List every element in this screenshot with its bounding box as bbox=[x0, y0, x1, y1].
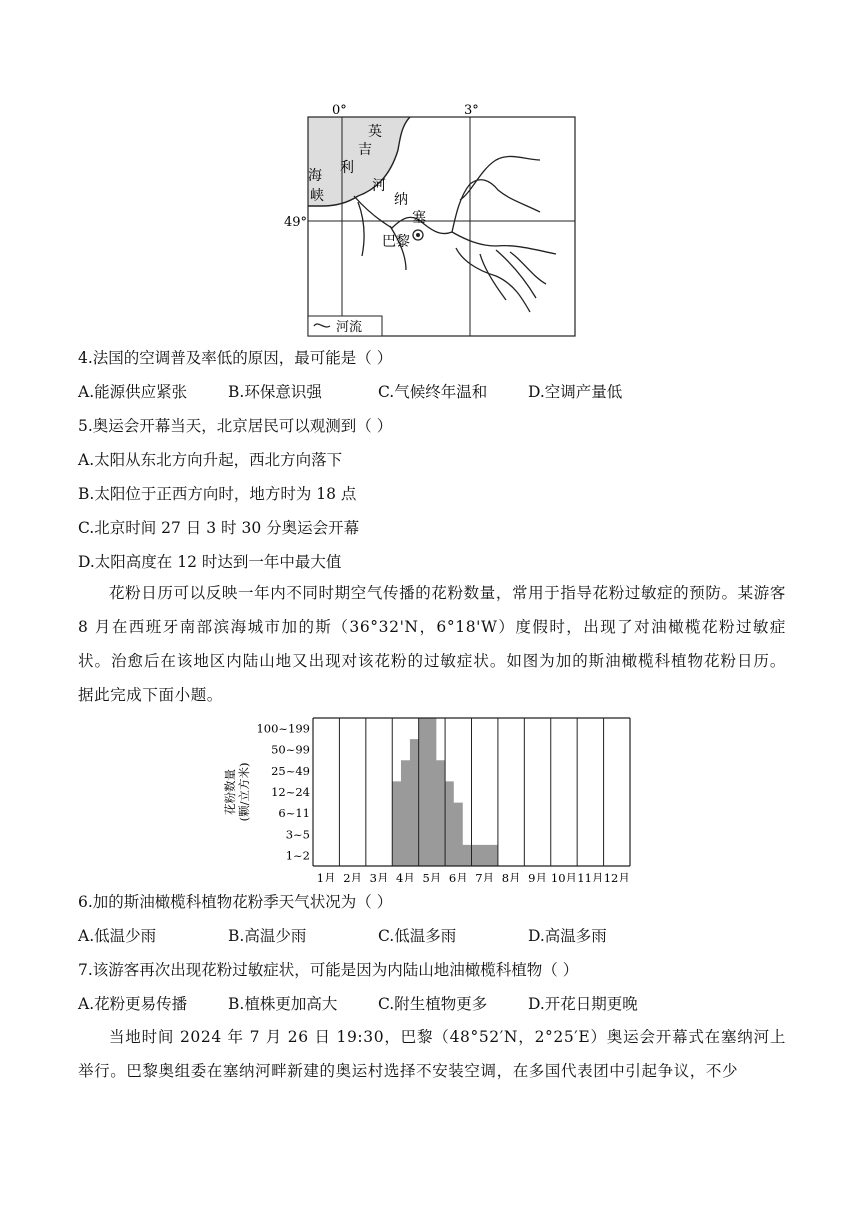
month-label: 3月 bbox=[369, 871, 389, 882]
q6-option-c: C.低温多雨 bbox=[378, 927, 457, 945]
q4-option-b: B.环保意识强 bbox=[228, 383, 322, 401]
month-label: 6月 bbox=[448, 871, 468, 882]
question-4-stem: 4.法国的空调普及率低的原因，最可能是（ ） bbox=[78, 349, 393, 367]
q5-option-b: B.太阳位于正西方向时，地方时为 18 点 bbox=[78, 485, 357, 503]
river-char-1: 河 bbox=[372, 178, 386, 194]
y-axis-unit: (颗/立方米) bbox=[237, 762, 251, 822]
q7-option-b: B.植株更加高大 bbox=[228, 995, 338, 1013]
legend-river-label: 河流 bbox=[336, 320, 363, 335]
month-label: 4月 bbox=[396, 871, 415, 882]
lat-label-49: 49° bbox=[284, 215, 308, 230]
q7-option-a: A.花粉更易传播 bbox=[78, 995, 188, 1013]
month-label: 7月 bbox=[475, 871, 495, 882]
passage-pollen-calendar: 花粉日历可以反映一年内不同时期空气传播的花粉数量，常用于指导花粉过敏症的预防。某游客 8 月在西班牙南部滨海城市加的斯（36°32'N，6°18'W）度假时，出现了对油橄榄花粉过敏症状。治愈后在该地区内陆山地又出现对该花粉的过敏症状。如图为加的斯油橄榄科植物花粉日历。据此完成下面小题。 bbox=[78, 584, 786, 704]
q5-option-c: C.北京时间 27 日 3 时 30 分奥运会开幕 bbox=[78, 519, 360, 537]
question-7-stem: 7.该游客再次出现花粉过敏症状，可能是因为内陆山地油橄榄科植物（ ） bbox=[78, 961, 579, 979]
month-label: 10月 bbox=[550, 871, 578, 882]
q5-option-d: D.太阳高度在 12 时达到一年中最大值 bbox=[78, 553, 342, 571]
channel-char-3: 利 bbox=[340, 160, 354, 176]
month-label: 12月 bbox=[603, 871, 630, 882]
q4-option-d: D.空调产量低 bbox=[528, 383, 623, 401]
river-char-2: 纳 bbox=[394, 192, 408, 208]
question-6-stem: 6.加的斯油橄榄科植物花粉季天气状况为（ ） bbox=[78, 893, 393, 911]
channel-char-5: 峡 bbox=[310, 188, 324, 204]
passage-paris-olympics: 当地时间 2024 年 7 月 26 日 19:30，巴黎（48°52′N，2°25′E）奥运会开幕式在塞纳河上举行。巴黎奥组委在塞纳河畔新建的奥运村选择不安装空调，在多国代表团中引起争议，不少 bbox=[78, 1028, 786, 1080]
channel-char-2: 吉 bbox=[358, 142, 372, 158]
channel-char-4: 海 bbox=[308, 168, 322, 184]
q5-option-a: A.太阳从东北方向升起，西北方向落下 bbox=[78, 451, 343, 469]
y-tick-label: 25~49 bbox=[271, 763, 310, 778]
q7-option-d: D.开花日期更晚 bbox=[528, 995, 638, 1013]
q6-option-a: A.低温少雨 bbox=[78, 927, 157, 945]
pollen-calendar-chart bbox=[218, 712, 638, 882]
month-label: 9月 bbox=[528, 871, 547, 882]
lon-label-3: 3° bbox=[464, 103, 479, 118]
q6-option-d: D.高温多雨 bbox=[528, 927, 607, 945]
month-label: 1月 bbox=[316, 871, 336, 882]
paris-label: 巴黎 bbox=[382, 234, 410, 250]
channel-char-1: 英 bbox=[368, 124, 382, 140]
q6-option-b: B.高温少雨 bbox=[228, 927, 307, 945]
y-tick-label: 50~99 bbox=[271, 742, 310, 757]
y-tick-label: 12~24 bbox=[271, 785, 310, 799]
y-tick-label: 6~11 bbox=[278, 806, 310, 821]
q4-option-c: C.气候终年温和 bbox=[378, 383, 488, 401]
y-tick-label: 100~199 bbox=[256, 721, 310, 736]
q7-option-c: C.附生植物更多 bbox=[378, 995, 488, 1013]
y-axis-title: 花粉数量 bbox=[223, 769, 237, 815]
y-tick-label: 3~5 bbox=[285, 827, 310, 842]
seine-river-map bbox=[284, 100, 584, 340]
month-label: 8月 bbox=[501, 871, 521, 882]
month-label: 11月 bbox=[577, 871, 604, 882]
question-5-stem: 5.奥运会开幕当天，北京居民可以观测到（ ） bbox=[78, 417, 393, 435]
month-label: 5月 bbox=[422, 871, 442, 882]
q4-option-a: A.能源供应紧张 bbox=[78, 383, 188, 401]
month-label: 2月 bbox=[343, 871, 363, 882]
y-tick-label: 1~2 bbox=[285, 848, 310, 863]
river-char-3: 塞 bbox=[412, 210, 426, 226]
lon-label-0: 0° bbox=[332, 103, 347, 118]
